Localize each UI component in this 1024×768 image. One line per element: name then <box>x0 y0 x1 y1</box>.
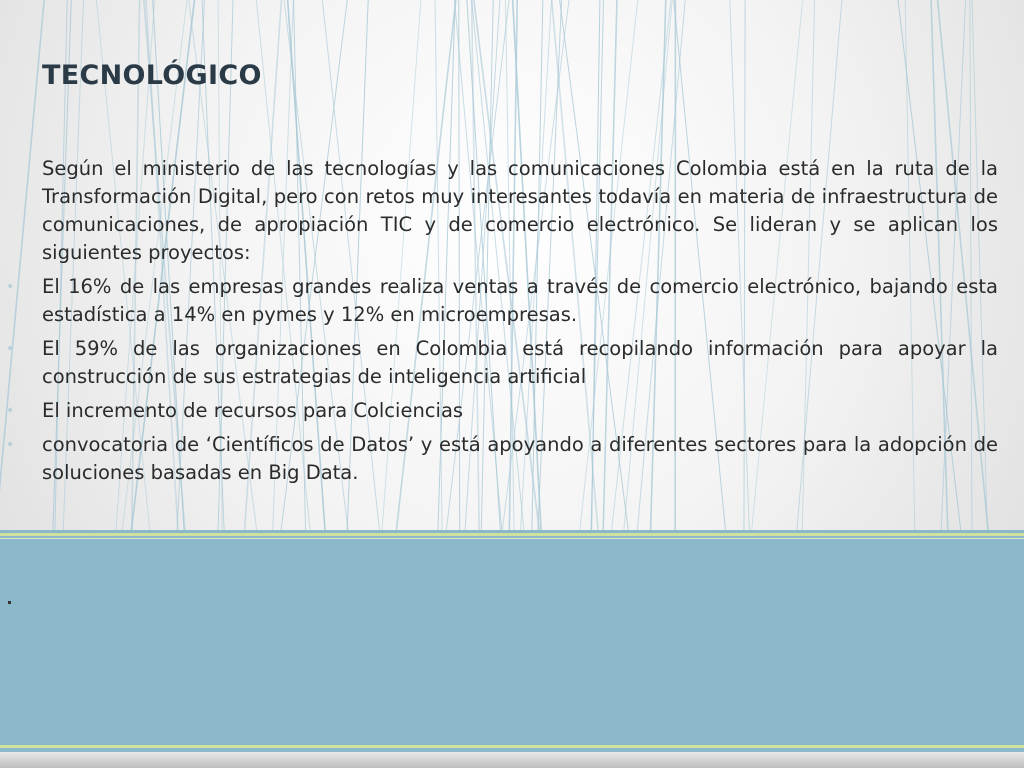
bullet-icon: • <box>6 341 15 357</box>
slide-bottom-edge <box>0 752 1024 768</box>
bullet-item-3 <box>6 397 998 425</box>
bullet-icon: • <box>6 279 15 295</box>
footer-mark <box>8 601 11 604</box>
bullet-item-2 <box>6 335 998 391</box>
band-accent-line-top <box>0 533 1024 536</box>
bullet-icon: • <box>6 437 15 453</box>
bullet-item-1 <box>6 273 998 329</box>
bullet-text: El 59% de las organizaciones en Colombia está recopilando información para apoyar la construcción de sus estrategias de inteligencia artificial <box>42 337 998 388</box>
slide-title: TECNOLÓGICO <box>42 60 262 91</box>
bullet-text: El incremento de recursos para Colciencias <box>42 399 464 422</box>
band-accent-line-bottom <box>0 745 1024 748</box>
bullet-text: El 16% de las empresas grandes realiza ventas a través de comercio electrónico, bajando esta estadística a 14% en pymes y 12% en microempresas. <box>42 275 998 326</box>
slide-content <box>6 60 998 487</box>
bullet-text: convocatoria de ‘Científicos de Datos’ y está apoyando a diferentes sectores para la adopción de soluciones basadas en Big Data. <box>42 433 998 484</box>
intro-paragraph: Según el ministerio de las tecnologías y las comunicaciones Colombia está en la ruta de la Transformación Digital, pero con retos muy interesantes todavía en materia de infraestructura de comunicaciones, de apropiación TIC y de comercio electrónico. Se lideran y se aplican los siguientes proyectos: <box>42 157 998 264</box>
bullet-icon: • <box>6 403 15 419</box>
band-accent-line-thin <box>0 538 1024 539</box>
bullet-item-4 <box>6 431 998 487</box>
bottom-band <box>0 530 1024 752</box>
